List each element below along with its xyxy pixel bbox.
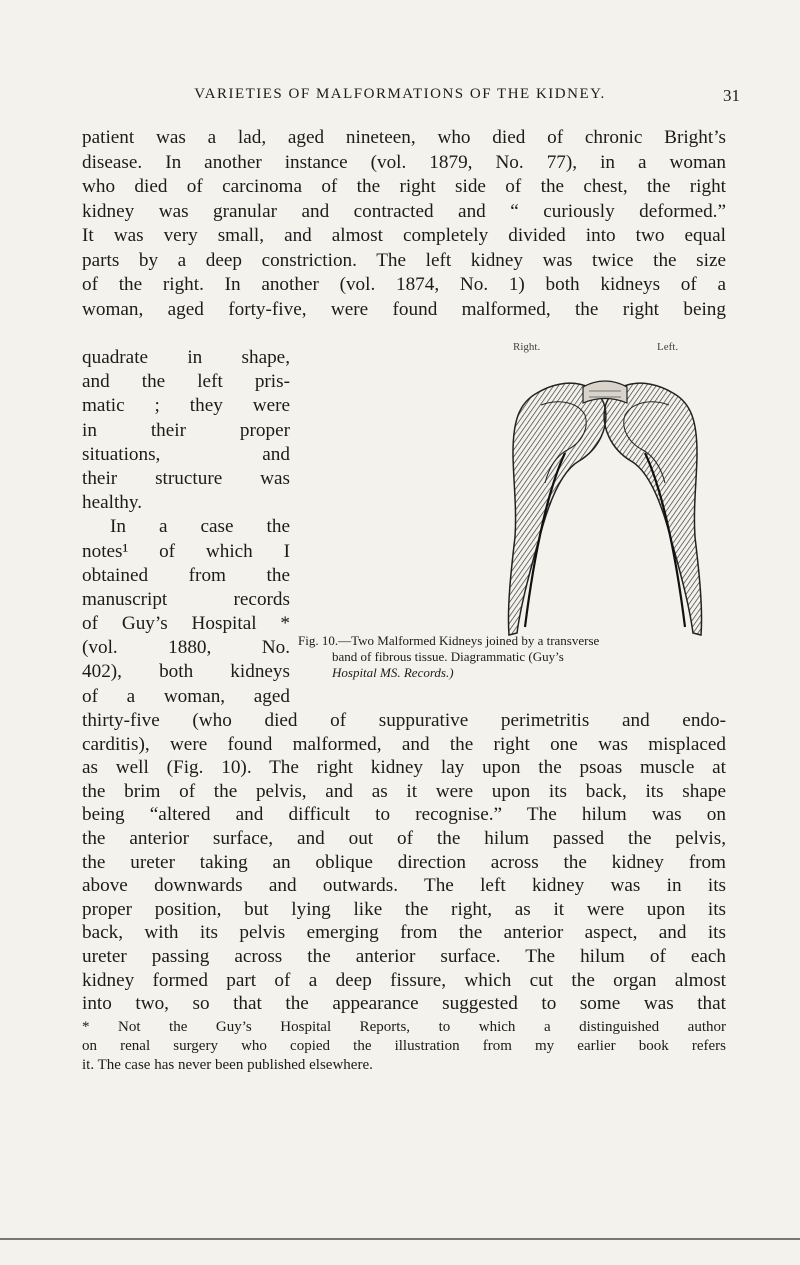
text-line: notes¹ of which I	[82, 540, 290, 562]
right-kidney	[508, 383, 605, 635]
text-line: kidney was granular and contracted and “ curiously deformed.”	[82, 200, 726, 222]
text-line: patient was a lad, aged nineteen, who died of chronic Bright’s	[82, 127, 726, 148]
footnote-line: it. The case has never been published elsewhere.	[82, 1057, 373, 1073]
running-title: VARIETIES OF MALFORMATIONS OF THE KIDNEY.	[194, 86, 606, 102]
text-line: into two, so that the appearance suggested to some was that	[82, 993, 726, 1015]
text-line: back, with its pelvis emerging from the anterior aspect, and its	[82, 922, 726, 944]
text-line: of the right. In another (vol. 1874, No. 1) both kidneys of a	[82, 274, 726, 295]
text-line: in their proper	[82, 419, 290, 441]
footnote-line: on renal surgery who copied the illustration from my earlier book refers	[82, 1038, 726, 1054]
text-line: as well (Fig. 10). The right kidney lay upon the psoas muscle at	[82, 757, 726, 779]
left-kidney	[604, 383, 701, 635]
text-line: situations, and	[82, 443, 290, 465]
caption-line: Hospital MS. Records.)	[332, 665, 454, 680]
text-line: healthy.	[82, 492, 143, 514]
caption-line: Fig. 10.—Two Malformed Kidneys joined by a transverse	[298, 633, 600, 648]
footnote-line: * Not the Guy’s Hospital Reports, to which a distinguished author	[82, 1019, 726, 1035]
text-line: the ureter taking an oblique direction across the kidney from	[82, 851, 726, 873]
figure-label-left: Left.	[657, 341, 679, 353]
text-line: (vol. 1880, No.	[82, 637, 290, 659]
text-line: thirty-five (who died of suppurative perimetritis and endo-	[82, 710, 726, 731]
text-line: disease. In another instance (vol. 1879, No. 77), in a woman	[82, 151, 726, 173]
text-line: being “altered and difficult to recognise.” The hilum was on	[82, 804, 726, 826]
figure-caption	[298, 633, 738, 681]
text-line: the brim of the pelvis, and as it were upon its back, its shape	[82, 780, 726, 802]
kidney-illustration	[505, 357, 705, 647]
text-line: the anterior surface, and out of the hilum passed the pelvis,	[82, 827, 726, 849]
text-line: In a case the	[110, 516, 290, 538]
page-number: 31	[723, 86, 740, 105]
page-header	[0, 86, 800, 110]
text-line: ureter passing across the anterior surface. The hilum of each	[82, 945, 726, 967]
page-bottom-edge	[0, 1238, 800, 1240]
paragraph-1	[82, 126, 726, 322]
text-line: above downwards and outwards. The left kidney was in its	[82, 875, 726, 897]
figure-label-right: Right.	[513, 341, 541, 353]
text-line: quadrate in shape,	[82, 347, 290, 368]
caption-line: band of fibrous tissue. Diagrammatic (Guy’s	[332, 649, 564, 664]
text-line: woman, aged forty-five, were found malformed, the right being	[82, 298, 726, 320]
text-line: carditis), were found malformed, and the right one was misplaced	[82, 733, 726, 755]
text-line: proper position, but lying like the right, as it were upon its	[82, 898, 726, 920]
fibrous-band	[583, 381, 627, 403]
text-line: who died of carcinoma of the right side of the chest, the right	[82, 176, 726, 197]
text-line: of a woman, aged	[82, 685, 290, 707]
text-line: 402), both kidneys	[82, 661, 290, 683]
text-line: of Guy’s Hospital *	[82, 613, 290, 635]
text-line: kidney formed part of a deep fissure, which cut the organ almost	[82, 969, 726, 991]
text-line: parts by a deep constriction. The left kidney was twice the size	[82, 249, 726, 271]
text-line: obtained from the	[82, 564, 290, 586]
text-line: matic ; they were	[82, 395, 290, 417]
text-line: and the left pris-	[82, 371, 290, 393]
text-line: It was very small, and almost completely divided into two equal	[82, 225, 726, 246]
text-line: manuscript records	[82, 588, 290, 610]
text-line: their structure was	[82, 467, 290, 489]
footnote	[82, 1018, 726, 1075]
wrapped-text-column	[82, 346, 290, 709]
paragraph-3	[82, 709, 726, 1016]
